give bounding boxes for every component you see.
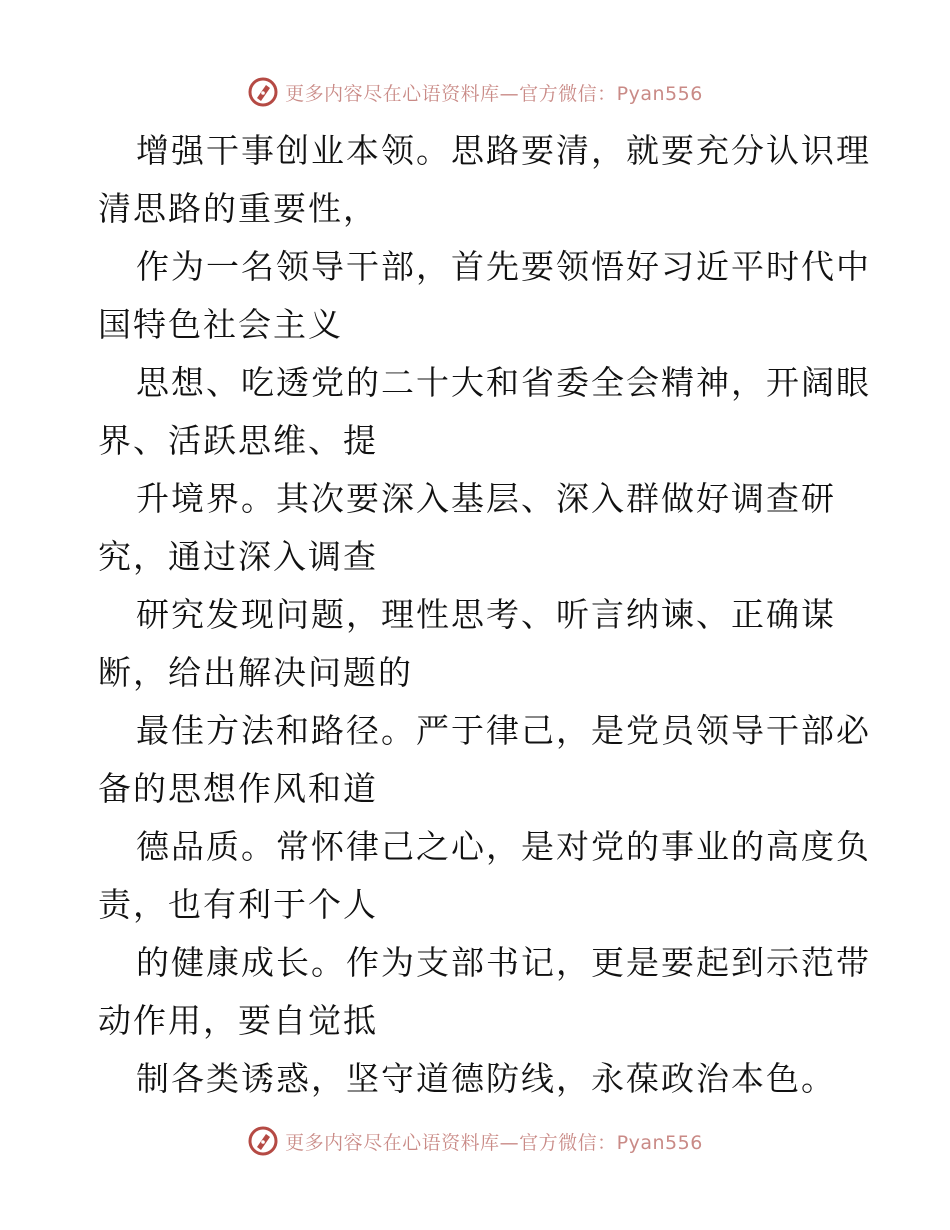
text-line: 最佳方法和路径。严于律己，是党员领导干部必 — [136, 711, 871, 750]
watermark-text: 更多内容尽在心语资料库—官方微信：Pyan556 — [285, 1131, 703, 1154]
text-line: 的健康成长。作为支部书记，更是要起到示范带 — [136, 943, 871, 982]
text-line: 动作用，要自觉抵 — [98, 1001, 378, 1040]
text-line: 升境界。其次要深入基层、深入群做好调查研 — [136, 479, 836, 518]
text-line: 德品质。常怀律己之心，是对党的事业的高度负 — [136, 827, 871, 866]
text-line: 界、活跃思维、提 — [98, 421, 378, 460]
header-watermark — [0, 72, 950, 112]
text-line: 思想、吃透党的二十大和省委全会精神，开阔眼 — [136, 363, 871, 402]
watermark-text: 更多内容尽在心语资料库—官方微信：Pyan556 — [285, 82, 703, 105]
text-line: 清思路的重要性， — [98, 189, 378, 228]
text-line: 增强干事创业本领。思路要清，就要充分认识理 — [136, 131, 871, 170]
text-line: 备的思想作风和道 — [98, 769, 378, 808]
text-line: 国特色社会主义 — [98, 305, 343, 344]
text-line: 作为一名领导干部，首先要领悟好习近平时代中 — [136, 247, 871, 286]
pen-nib-circle-icon — [247, 1125, 279, 1157]
pen-nib-circle-icon — [247, 76, 279, 108]
text-line: 制各类诱惑，坚守道德防线，永葆政治本色。 — [136, 1059, 836, 1098]
document-body — [98, 122, 871, 1108]
text-line: 断，给出解决问题的 — [98, 653, 413, 692]
footer-watermark — [0, 1121, 950, 1161]
text-line: 研究发现问题，理性思考、听言纳谏、正确谋 — [136, 595, 836, 634]
text-line: 究，通过深入调查 — [98, 537, 378, 576]
text-line: 责，也有利于个人 — [98, 885, 378, 924]
